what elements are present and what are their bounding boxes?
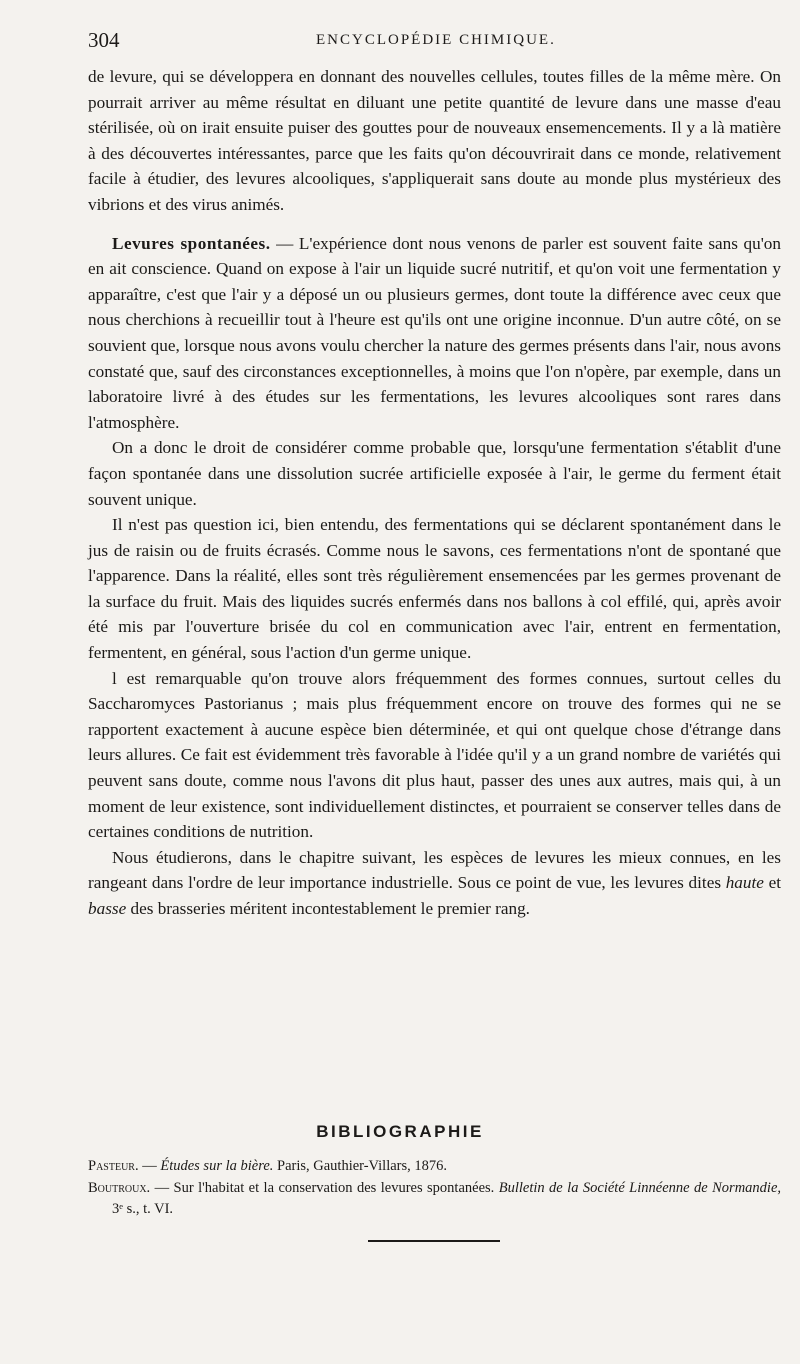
bibliography-entry-boutroux xyxy=(88,1178,781,1220)
bibliography-heading: BIBLIOGRAPHIE xyxy=(316,1122,484,1141)
entry-title: — Sur l'habitat et la conservation des levures spontanées. xyxy=(150,1180,499,1196)
term-haute: haute xyxy=(725,873,764,893)
paragraph-2 xyxy=(88,231,781,436)
term-basse: basse xyxy=(88,899,127,918)
paragraph-4: Il n'est pas question ici, bien entendu, des fermentations qui se déclarent spontanément dans le jus de raisin ou de fruits écrasés. Comme nous le savons, ces fermentations n'ont de spontané que l'apparence. Dans la réalité, elles sont très régulièrement ensemencées par les germes provenant de la surface du fruit. Mais des liquides sucrés enfermés dans nos ballons à col effilé, qui, après avoir été mis par l'ouverture brisée du col en communication avec l'air, entrent en fermentation, fermentent, en général, sous l'action d'un germe unique. xyxy=(88,515,781,663)
entry-author: Boutroux. xyxy=(88,1180,151,1196)
body-text xyxy=(88,64,781,922)
entry-dash: — xyxy=(138,1158,161,1174)
entry-title: Études sur la bière. xyxy=(160,1158,274,1174)
entry-journal: Bulletin de la Société Linnéenne de Normandie, xyxy=(498,1180,782,1196)
paragraph-1: de levure, qui se développera en donnant des nouvelles cellules, toutes filles de la même mère. On pourrait arriver au même résultat en diluant une petite quantité de levure dans une masse d'eau stérilisée, où on irait ensuite puiser des gouttes pour de nouveaux ensemencements. Il y a là matière à des découvertes intéressantes, parce que les faits qu'on découvrirait dans ce monde, relativement facile à étudier, des levures alcooliques, s'appliquerait sans doute au monde plus mystérieux des vibrions et des virus animés. xyxy=(88,67,781,214)
closing-rule xyxy=(368,1240,500,1242)
page-header xyxy=(88,28,778,56)
paragraph-2-text: — L'expérience dont nous venons de parler est souvent faite sans qu'on en ait conscience. Quand on expose à l'air un liquide sucré nutritif, et qu'on voit une fermentation y apparaître, c'est que l'air y a déposé un ou plusieurs germes, dont toute la différence avec ceux que nous cherchions à recueillir tout à l'heure est qu'ils ont une origine inconnue. D'un autre côté, on se souvient que, lorsque nous avons voulu chercher la nature des germes présents dans l'air, nous avons constaté que, sauf des circonstances exceptionnelles, à moins que l'on n'opère, par exemple, dans un laboratoire livré à des études sur les fermentations, les levures alcooliques sont rares dans l'atmosphère. xyxy=(88,233,781,432)
paragraph-6-et: et xyxy=(763,873,781,893)
entry-publication: Paris, Gauthier-Villars, 1876. xyxy=(273,1158,448,1174)
paragraph-5: l est remarquable qu'on trouve alors fréquemment des formes connues, surtout celles du Saccharomyces Pastorianus ; mais plus fréquemment encore on trouve des formes qui ne se rapportent exactement à aucune espèce bien déterminée, et qui ont quelque chose d'étrange dans leurs allures. Ce fait est évidemment très favorable à l'idée qu'il y a un grand nombre de variétés qui peuvent sans doute, comme nous l'avons dit plus haut, passer des unes aux autres, mais qui, à un moment de leur existence, sont individuellement distinctes, et pourraient se conserver telles dans de certaines conditions de nutrition. xyxy=(88,668,781,842)
page-number: 304 xyxy=(88,28,120,52)
entry-volume: 3ᵉ s., t. VI. xyxy=(112,1201,174,1217)
paragraph-6-text-a: Nous étudierons, dans le chapitre suivant, les espèces de levures les mieux connues, en les rangeant dans l'ordre de leur importance industrielle. Sous ce point de vue, les levures dites xyxy=(88,847,781,893)
section-heading-levures-spontanees: Levures spontanées. xyxy=(112,233,271,253)
running-title: ENCYCLOPÉDIE CHIMIQUE. xyxy=(316,32,556,48)
bibliography-entry-pasteur xyxy=(88,1156,781,1177)
paragraph-6 xyxy=(88,845,781,922)
paragraph-6-text-b: des brasseries méritent incontestablement le premier rang. xyxy=(126,899,530,918)
bibliography-list xyxy=(88,1156,781,1221)
paragraph-3: On a donc le droit de considérer comme probable que, lorsqu'une fermentation s'établit d'une façon spontanée dans une dissolution sucrée artificielle exposée à l'air, le germe du ferment était souvent unique. xyxy=(88,438,781,509)
entry-author: Pasteur. xyxy=(88,1158,139,1174)
